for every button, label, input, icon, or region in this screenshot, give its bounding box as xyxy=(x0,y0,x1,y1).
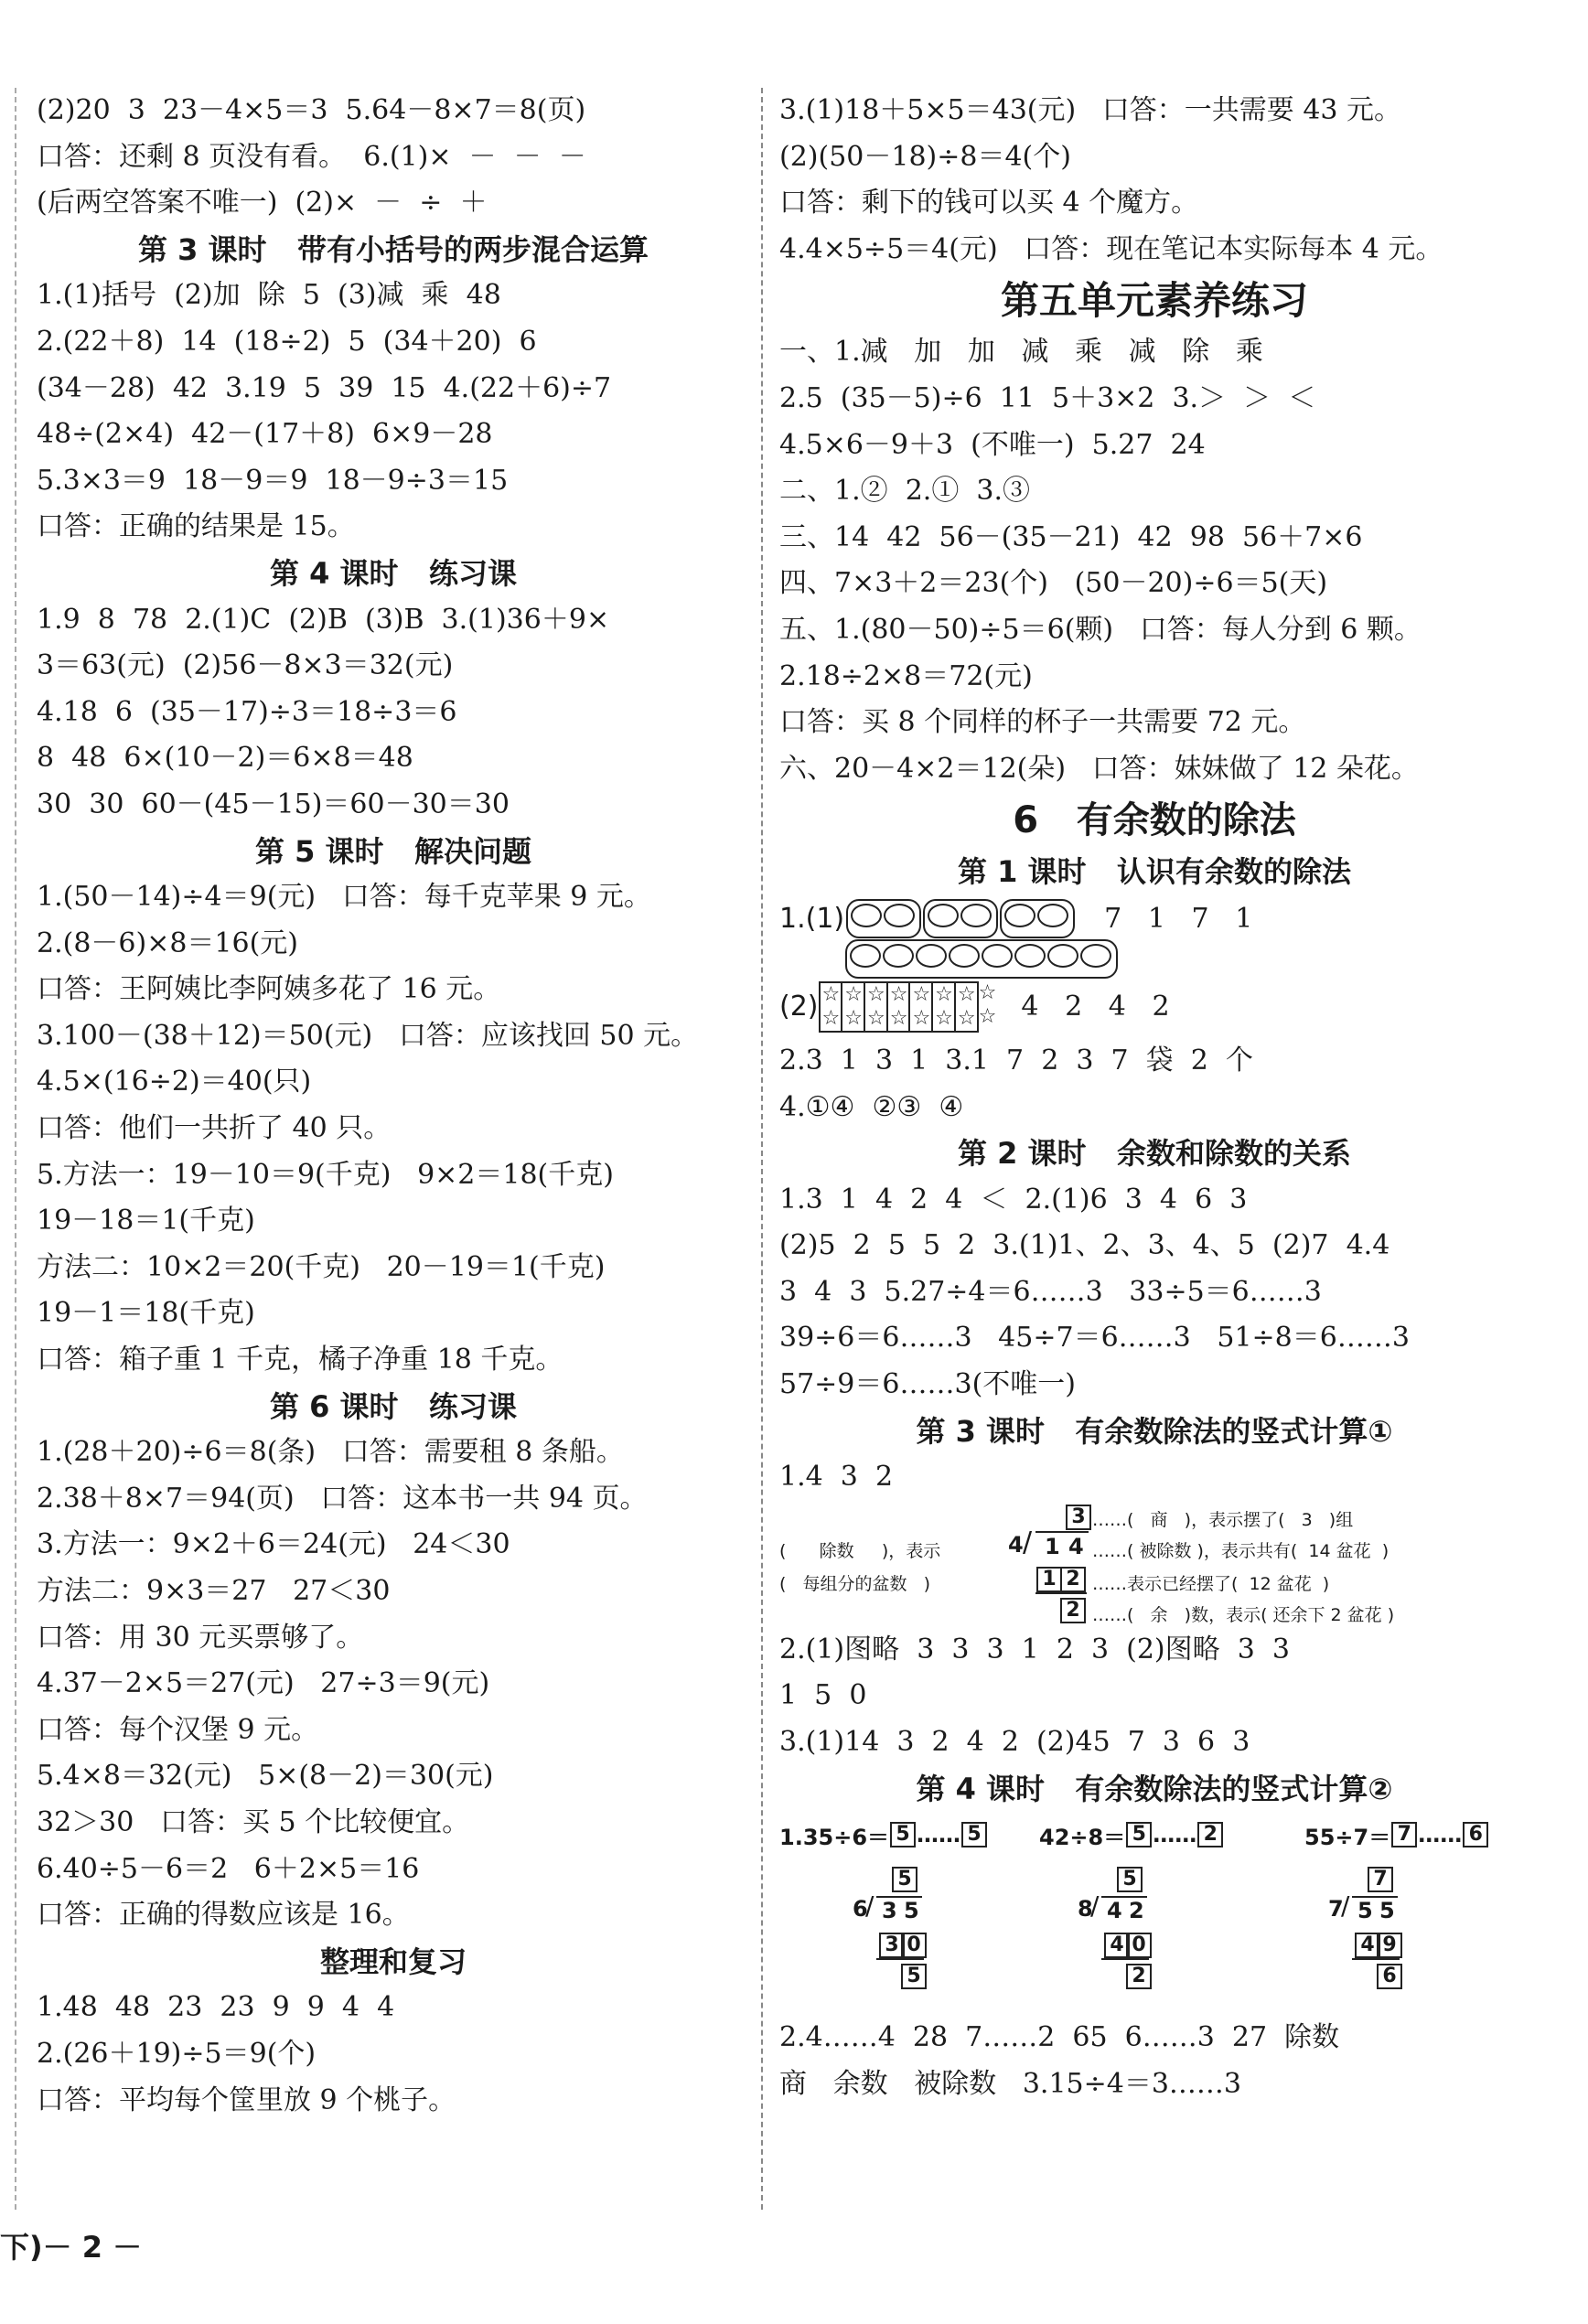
fig-answers-1: 7 1 7 1 xyxy=(1104,903,1253,936)
right-end-block xyxy=(779,2015,1529,2107)
answer-line: 口答：箱子重 1 千克，橘子净重 18 千克。 xyxy=(37,1344,563,1376)
answer-line: 商 余数 被除数 3.15÷4＝3……3 xyxy=(779,2067,1242,2100)
answer-line: 1 5 0 xyxy=(779,1679,867,1712)
answer-line: 3＝63(元) (2)56－8×3＝32(元) xyxy=(37,649,454,682)
left-margin-rule xyxy=(15,88,16,2210)
answer-line: 4.5×(16÷2)＝40(只) xyxy=(37,1066,312,1098)
answer-line: 3 4 3 5.27÷4＝6……3 33÷5＝6……3 xyxy=(779,1275,1322,1308)
answer-line: 2.5 (35－5)÷6 11 5＋3×2 3.＞ ＞ ＜ xyxy=(779,381,1316,414)
vertical-div-1: 5 6 / 3 5 3 0 5 xyxy=(853,1867,962,2013)
answer-line: 4.18 6 (35－17)÷3＝18÷3＝6 xyxy=(37,695,457,728)
lesson-heading: 第 1 课时 认识有余数的除法 xyxy=(958,854,1351,890)
answer-line: 3.(1)14 3 2 4 2 (2)45 7 3 6 3 xyxy=(779,1726,1250,1759)
right-top-block xyxy=(779,88,1529,895)
answer-line: 四、7×3＋2＝23(个) (50－20)÷6＝5(天) xyxy=(779,567,1328,600)
answer-line: 2.(8－6)×8＝16(元) xyxy=(37,926,299,959)
vertical-division-figure xyxy=(779,1812,1529,2015)
answer-line: 2.(26＋19)÷5＝9(个) xyxy=(37,2037,317,2070)
division-equations xyxy=(779,1812,1529,1858)
left-column xyxy=(37,88,750,2124)
star-group: ☆ ☆ xyxy=(819,981,843,1033)
star-group: ☆ ☆ xyxy=(864,981,888,1033)
note-dividend: ……( 被除数 )，表示共有( 14 盆花 ) xyxy=(1092,1540,1390,1561)
answer-line: 3.方法一：9×2＋6＝24(元) 24＜30 xyxy=(37,1528,510,1561)
lesson-heading: 第 6 课时 练习课 xyxy=(270,1388,517,1424)
answer-line: 一、1.减 加 加 减 乘 减 除 乘 xyxy=(779,336,1263,369)
answer-line: 方法二：9×3＝27 27＜30 xyxy=(37,1575,391,1607)
answer-line: 口答：剩下的钱可以买 4 个魔方。 xyxy=(779,187,1199,220)
circle-group-row2 xyxy=(845,939,1118,979)
fig-label-2: (2) xyxy=(779,991,819,1023)
answer-line: 口答：还剩 8 页没有看。 6.(1)× － － － xyxy=(37,140,586,173)
bracket-top xyxy=(1035,1531,1089,1533)
answer-line: 口答：他们一共折了 40 只。 xyxy=(37,1112,392,1145)
remainder-box: 2 xyxy=(1060,1598,1086,1623)
right-column xyxy=(779,88,1529,2107)
dividend-digit-2: 4 xyxy=(1068,1533,1084,1559)
answer-line: 1.9 8 78 2.(1)C (2)B (3)B 3.(1)36＋9× xyxy=(37,603,610,636)
answer-line: 4.①④ ②③ ④ xyxy=(779,1090,964,1123)
answer-line: 1.4 3 2 xyxy=(779,1461,894,1494)
star-group: ☆ ☆ xyxy=(978,980,996,1028)
answer-line: 2.4……4 28 7……2 65 6……3 27 除数 xyxy=(779,2021,1340,2054)
lesson-heading: 第 4 课时 练习课 xyxy=(270,555,517,591)
answer-line: 2.(1)图略 3 3 3 1 2 3 (2)图略 3 3 xyxy=(779,1633,1290,1665)
unit-heading: 第五单元素养练习 xyxy=(1000,278,1308,324)
dividend-digit-1: 1 xyxy=(1045,1533,1060,1559)
note-product: ……表示已经摆了( 12 盆花 ) xyxy=(1092,1573,1330,1594)
answer-line: 4.5×6－9＋3 (不唯一) 5.27 24 xyxy=(779,428,1206,461)
answer-line: 19－1＝18(千克) xyxy=(37,1297,255,1330)
circle-group xyxy=(923,899,998,938)
answer-line: 1.3 1 4 2 4 ＜ 2.(1)6 3 4 6 3 xyxy=(779,1183,1248,1216)
eq-1: 1.35÷6＝ 5 …… 5 xyxy=(779,1819,1017,1851)
answer-line: 口答：正确的结果是 15。 xyxy=(37,510,355,543)
circle-group xyxy=(846,899,921,938)
answer-line: 三、14 42 56－(35－21) 42 98 56＋7×6 xyxy=(779,520,1363,553)
answer-line: 4.37－2×5＝27(元) 27÷3＝9(元) xyxy=(37,1667,490,1700)
answer-line: 二、1.② 2.① 3.③ xyxy=(779,475,1031,508)
lesson-heading: 第 5 课时 解决问题 xyxy=(255,833,531,869)
page-footer: 下)－ 2 － xyxy=(0,2230,143,2265)
note-remainder: ……( 余 )数，表示( 还余下 2 盆花 ) xyxy=(1092,1604,1395,1625)
answer-line: 方法二：10×2＝20(千克) 20－19＝1(千克) xyxy=(37,1250,606,1283)
answer-line: (34－28) 42 3.19 5 39 15 4.(22＋6)÷7 xyxy=(37,371,612,404)
lesson-heading: 第 3 课时 有余数除法的竖式计算① xyxy=(916,1413,1393,1449)
answer-line: 2.18÷2×8＝72(元) xyxy=(779,659,1033,692)
star-group: ☆ ☆ xyxy=(931,981,956,1033)
answer-line: 3.(1)18＋5×5＝43(元) 口答：一共需要 43 元。 xyxy=(779,94,1402,126)
right-low-block xyxy=(779,1627,1529,1812)
product-box-2: 2 xyxy=(1060,1567,1086,1592)
note-quotient: ……( 商 )，表示摆了( 3 )组 xyxy=(1092,1509,1354,1530)
right-mid-block xyxy=(779,1038,1529,1501)
answer-line: 30 30 60－(45－15)＝60－30＝30 xyxy=(37,787,510,820)
answer-line: 1.48 48 23 23 9 9 4 4 xyxy=(37,1991,395,2024)
answer-line: 5.方法一：19－10＝9(千克) 9×2＝18(千克) xyxy=(37,1158,614,1191)
divisor-digit: 4 xyxy=(1008,1531,1024,1558)
lesson-heading: 第 4 课时 有余数除法的竖式计算② xyxy=(916,1771,1393,1806)
answer-line: 19－18＝1(千克) xyxy=(37,1205,255,1237)
division-bracket: / xyxy=(1023,1526,1033,1558)
answer-line: 5.3×3＝9 18－9＝9 18－9÷3＝15 xyxy=(37,464,509,497)
answer-line: 1.(28＋20)÷6＝8(条) 口答：需要租 8 条船。 xyxy=(37,1436,624,1469)
eq-2: 42÷8＝ 5 …… 2 xyxy=(1039,1819,1304,1851)
vertical-div-2: 5 8 / 4 2 4 0 2 xyxy=(1078,1867,1187,2013)
answer-line: (后两空答案不唯一) (2)× － ÷ ＋ xyxy=(37,187,488,220)
answer-line: 口答：买 8 个同样的杯子一共需要 72 元。 xyxy=(779,706,1306,739)
star-groups xyxy=(819,981,996,1033)
answer-line: 1.(50－14)÷4＝9(元) 口答：每千克苹果 9 元。 xyxy=(37,881,651,914)
answer-line: 口答：用 30 元买票够了。 xyxy=(37,1621,364,1654)
answer-line: 口答：平均每个筐里放 9 个桃子。 xyxy=(37,2083,456,2116)
lesson-heading: 第 2 课时 余数和除数的关系 xyxy=(958,1136,1351,1172)
answer-line: 5.4×8＝32(元) 5×(8－2)＝30(元) xyxy=(37,1760,494,1793)
circle-group xyxy=(1000,899,1075,938)
answer-line: 2.38＋8×7＝94(页) 口答：这本书一共 94 页。 xyxy=(37,1482,648,1515)
answer-line: 口答：正确的得数应该是 16。 xyxy=(37,1899,410,1932)
eq-3: 55÷7＝ 7 …… 6 xyxy=(1304,1819,1489,1851)
long-division-annotated-figure xyxy=(779,1501,1529,1627)
column-divider xyxy=(761,88,763,2210)
answer-line: 4.4×5÷5＝4(元) 口答：现在笔记本实际每本 4 元。 xyxy=(779,232,1443,265)
star-group: ☆ ☆ xyxy=(886,981,911,1033)
quotient-box: 3 xyxy=(1066,1505,1091,1530)
answer-line: 57÷9＝6……3(不唯一) xyxy=(779,1368,1076,1401)
lesson-heading: 第 3 课时 带有小括号的两步混合运算 xyxy=(138,231,649,267)
answer-line: 口答：王阿姨比李阿姨多花了 16 元。 xyxy=(37,973,501,1006)
answer-line: 口答：每个汉堡 9 元。 xyxy=(37,1713,319,1746)
product-box-1: 1 xyxy=(1036,1567,1062,1592)
fig-answers-2: 4 2 4 2 xyxy=(1021,991,1170,1023)
answer-line: 48÷(2×4) 42－(17＋8) 6×9－28 xyxy=(37,418,493,451)
answer-line: 1.(1)括号 (2)加 除 5 (3)减 乘 48 xyxy=(37,279,501,312)
star-group: ☆ ☆ xyxy=(841,981,865,1033)
lesson-heading: 整理和复习 xyxy=(319,1944,467,1979)
star-group: ☆ ☆ xyxy=(908,981,933,1033)
answer-line: 六、20－4×2＝12(朵) 口答：妹妹做了 12 朵花。 xyxy=(779,752,1419,785)
answer-line: 2.3 1 3 1 3.1 7 2 3 7 袋 2 个 xyxy=(779,1044,1253,1076)
circle-groups-row1 xyxy=(846,899,1077,938)
answer-line: 五、1.(80－50)÷5＝6(颗) 口答：每人分到 6 颗。 xyxy=(779,613,1422,646)
answer-line: 6.40÷5－6＝2 6＋2×5＝16 xyxy=(37,1852,420,1885)
vertical-div-3: 7 7 / 5 5 4 9 6 xyxy=(1328,1867,1438,2013)
fig-label-1: 1.(1) xyxy=(779,903,845,936)
answer-line: 39÷6＝6……3 45÷7＝6……3 51÷8＝6……3 xyxy=(779,1322,1410,1355)
answer-line: (2)(50－18)÷8＝4(个) xyxy=(779,140,1071,173)
answer-line: (2)5 2 5 5 2 3.(1)1、2、3、4、5 (2)7 4.4 xyxy=(779,1229,1390,1262)
star-group: ☆ ☆ xyxy=(954,981,979,1033)
note-per-group: ( 每组分的盆数 ) xyxy=(779,1573,931,1594)
note-divisor: ( 除数 )，表示 xyxy=(779,1540,941,1561)
answer-line: 3.100－(38＋12)＝50(元) 口答：应该找回 50 元。 xyxy=(37,1019,699,1052)
subtraction-rule xyxy=(1035,1592,1087,1594)
answer-line: 2.(22＋8) 14 (18÷2) 5 (34＋20) 6 xyxy=(37,325,537,358)
remainder-circles-figure xyxy=(779,895,1529,1038)
answer-line: 8 48 6×(10－2)＝6×8＝48 xyxy=(37,742,413,775)
chapter-heading: 6 有余数的除法 xyxy=(1013,799,1296,842)
answer-line: 32＞30 口答：买 5 个比较便宜。 xyxy=(37,1805,470,1838)
answer-line: (2)20 3 23－4×5＝3 5.64－8×7＝8(页) xyxy=(37,94,586,126)
